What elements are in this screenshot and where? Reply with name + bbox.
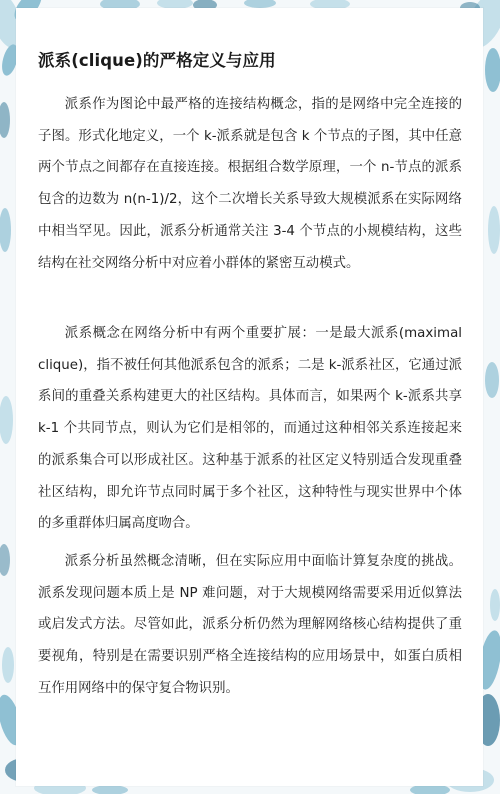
document-page [16, 8, 483, 786]
leaf-cluster-left-edge [0, 208, 13, 576]
document-title: 派系(clique)的严格定义与应用 [38, 51, 276, 70]
paragraph-3: 派系分析虽然概念清晰，但在实际应用中面临计算复杂度的挑战。派系发现问题本质上是 NP 难问题，对于大规模网络需要采用近似算法或启发式方法。尽管如此，派系分析仍然为理解网络核心结构提供了重要视角，特别是在需要识别严格全连接结构的应用场景中，如蛋白质相互作用网络中的保守复合物识别。 [38, 554, 462, 696]
paragraph-2: 派系概念在网络分析中有两个重要扩展：一是最大派系(maximal clique)，指不被任何其他派系包含的派系；二是 k-派系社区，它通过派系间的重叠关系构建更大的社区结构。具体而言，如果两个 k-派系共享 k-1 个共同节点，则认为它们是相邻的，而通过这种相邻关系连接起来的派系集合可以形成社区。这种基于派系的社区定义特别适合发现重叠社区结构，即允许节点同时属于多个社区，这种特性与现实世界中个体的多重群体归属高度吻合。 [38, 326, 462, 532]
leaf-cluster-right-edge [485, 206, 500, 398]
paragraph-1: 派系作为图论中最严格的连接结构概念，指的是网络中完全连接的子图。形式化地定义，一个 k-派系就是包含 k 个节点的子图，其中任意两个节点之间都存在直接连接。根据组合数学原理，一个 n-节点的派系包含的边数为 n(n-1)/2，这个二次增长关系导致大规模派系在实际网络中相当罕见。因此，派系分析通常关注 3-4 个节点的小规模结构，这些结构在社交网络分析中对应着小群体的紧密互动模式。 [38, 97, 462, 271]
